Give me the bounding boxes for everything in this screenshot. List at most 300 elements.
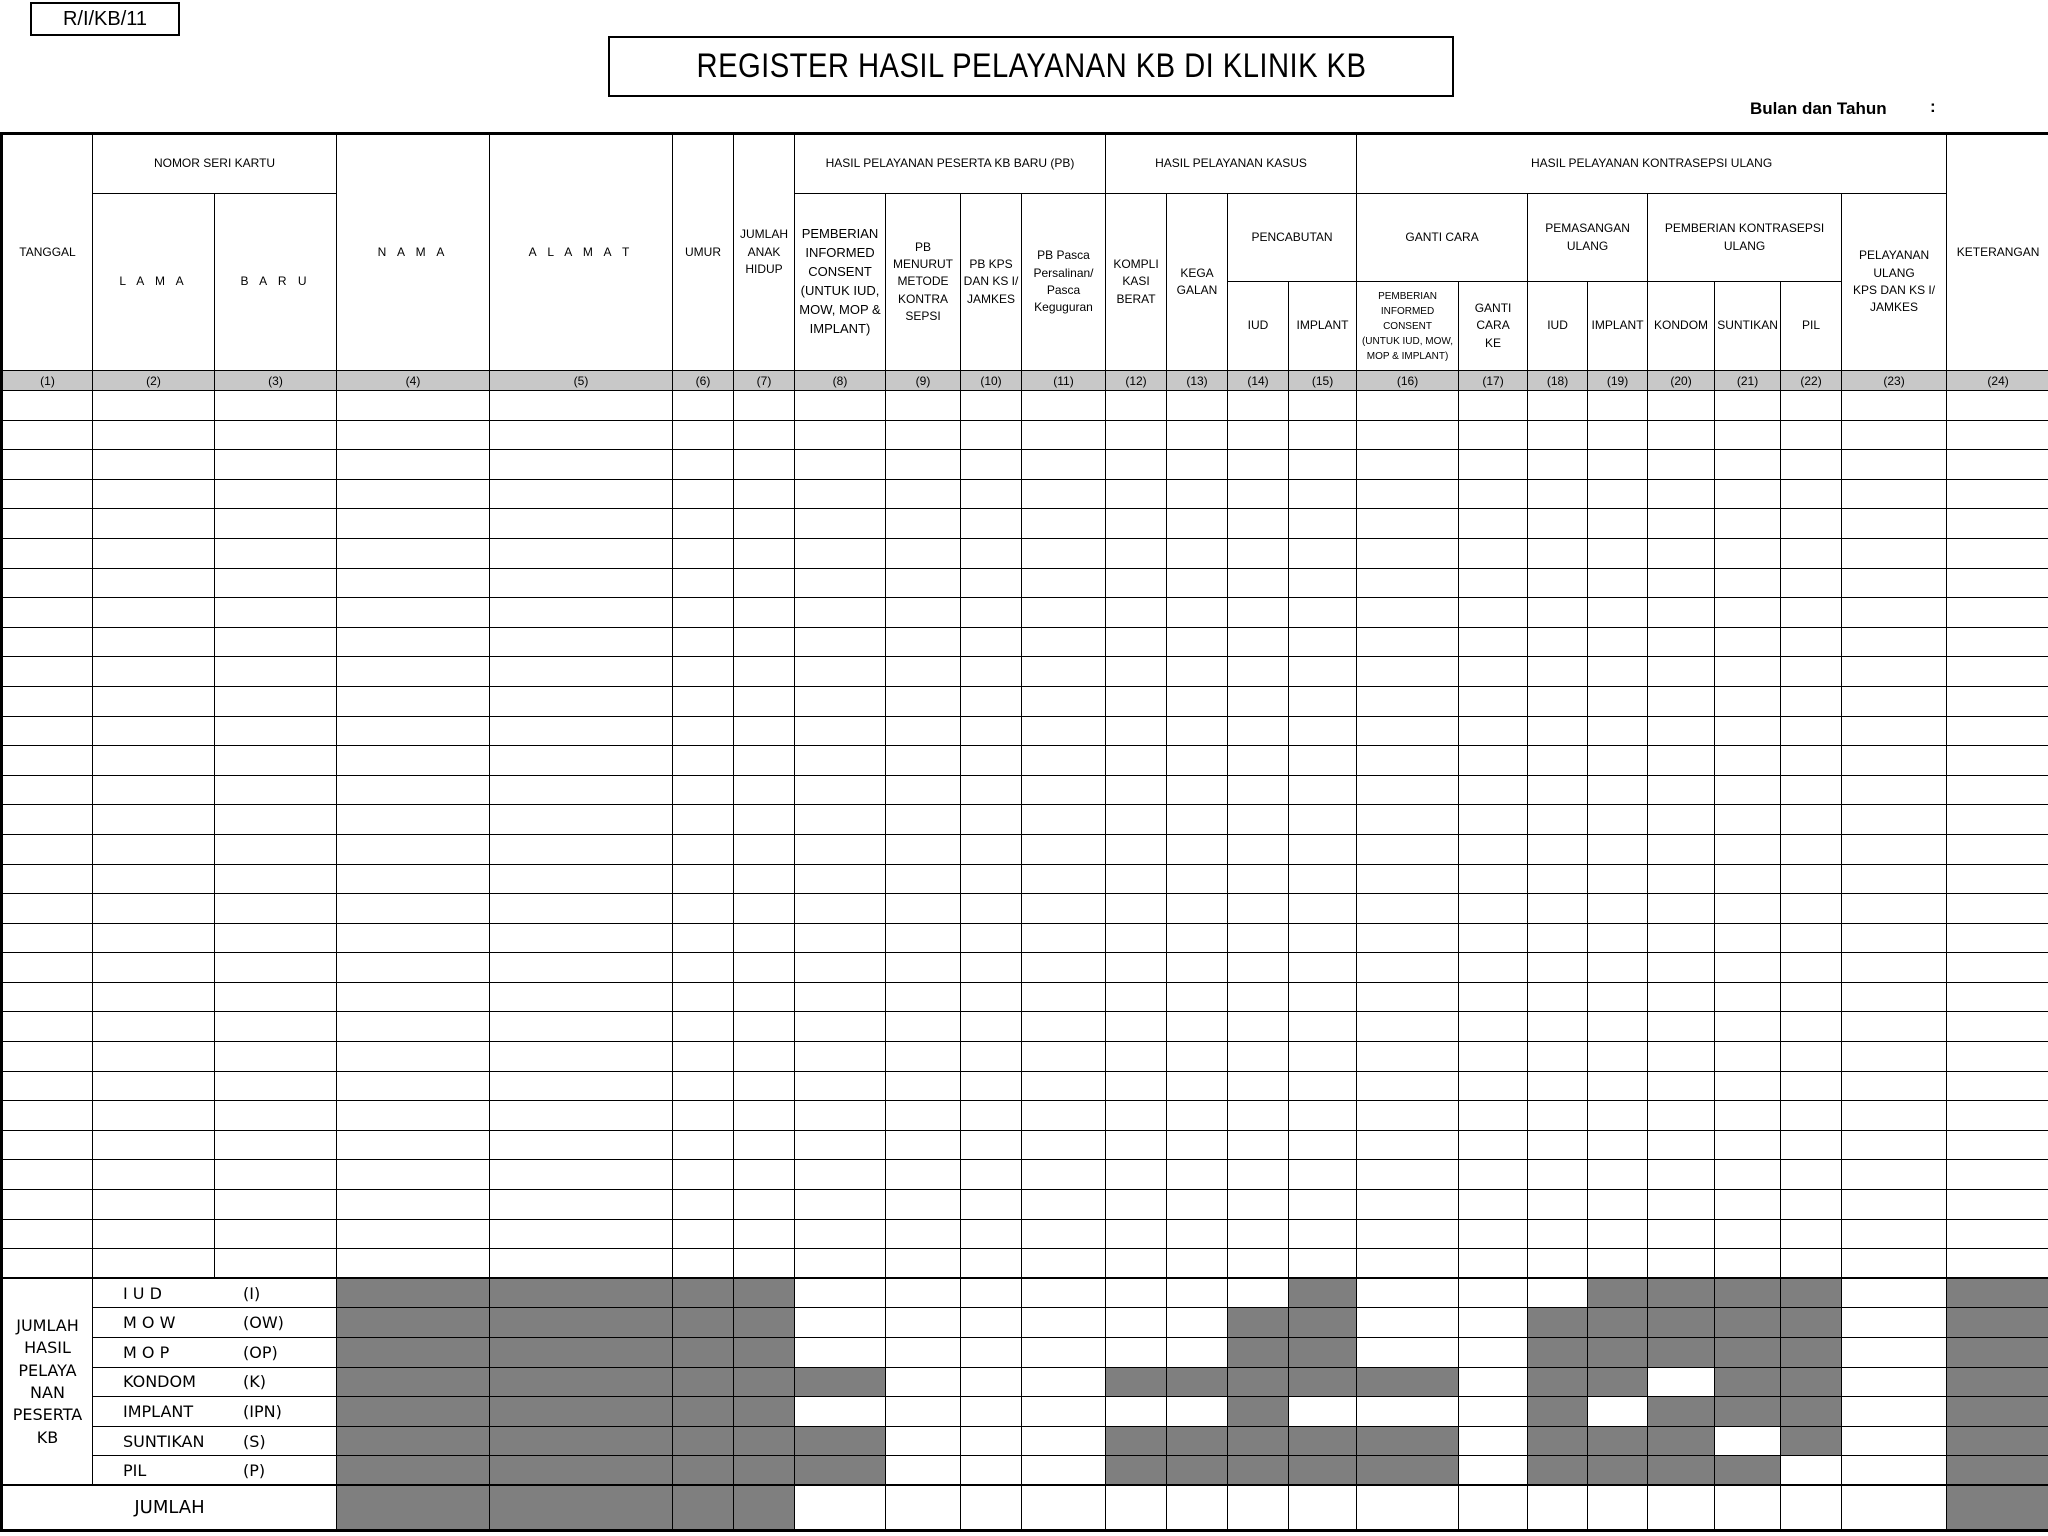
entry-cell[interactable] [1106,686,1167,716]
summary-cell[interactable] [1357,1278,1459,1308]
entry-cell[interactable] [490,450,673,480]
entry-cell[interactable] [490,657,673,687]
entry-cell[interactable] [2,598,93,628]
entry-cell[interactable] [1289,450,1357,480]
entry-cell[interactable] [1781,509,1842,539]
entry-cell[interactable] [961,1101,1022,1131]
entry-cell[interactable] [2,1042,93,1072]
entry-cell[interactable] [1459,1160,1528,1190]
entry-cell[interactable] [1228,1160,1289,1190]
entry-cell[interactable] [1528,805,1588,835]
entry-cell[interactable] [961,775,1022,805]
entry-cell[interactable] [1289,805,1357,835]
entry-cell[interactable] [1459,982,1528,1012]
entry-cell[interactable] [734,746,795,776]
entry-cell[interactable] [795,1012,886,1042]
entry-cell[interactable] [1106,953,1167,983]
entry-cell[interactable] [1947,834,2048,864]
entry-cell[interactable] [1459,1190,1528,1220]
entry-cell[interactable] [1022,894,1106,924]
entry-cell[interactable] [1715,627,1781,657]
entry-cell[interactable] [1947,391,2048,421]
summary-cell[interactable] [961,1308,1022,1338]
entry-cell[interactable] [1357,568,1459,598]
entry-cell[interactable] [215,538,337,568]
entry-cell[interactable] [1842,746,1947,776]
entry-cell[interactable] [1228,1012,1289,1042]
entry-cell[interactable] [93,538,215,568]
entry-cell[interactable] [2,568,93,598]
total-cell[interactable] [1167,1485,1228,1530]
entry-cell[interactable] [886,746,961,776]
entry-cell[interactable] [1842,1249,1947,1279]
entry-cell[interactable] [1459,450,1528,480]
entry-cell[interactable] [490,538,673,568]
entry-cell[interactable] [673,538,734,568]
entry-cell[interactable] [1781,479,1842,509]
entry-cell[interactable] [1022,805,1106,835]
entry-cell[interactable] [1715,775,1781,805]
entry-cell[interactable] [1947,716,2048,746]
entry-cell[interactable] [961,1012,1022,1042]
entry-cell[interactable] [1528,479,1588,509]
entry-cell[interactable] [1947,657,2048,687]
entry-cell[interactable] [1588,923,1648,953]
entry-cell[interactable] [1781,1219,1842,1249]
entry-cell[interactable] [734,982,795,1012]
entry-cell[interactable] [1022,923,1106,953]
entry-cell[interactable] [673,1130,734,1160]
summary-cell[interactable] [1842,1338,1947,1368]
entry-cell[interactable] [1106,391,1167,421]
entry-cell[interactable] [1842,1219,1947,1249]
entry-cell[interactable] [1228,864,1289,894]
entry-cell[interactable] [1228,805,1289,835]
entry-cell[interactable] [1106,864,1167,894]
entry-cell[interactable] [2,479,93,509]
entry-cell[interactable] [490,598,673,628]
total-cell[interactable] [1648,1485,1715,1530]
entry-cell[interactable] [1528,1071,1588,1101]
entry-cell[interactable] [734,1160,795,1190]
entry-cell[interactable] [1781,627,1842,657]
entry-cell[interactable] [1781,1012,1842,1042]
entry-cell[interactable] [1588,834,1648,864]
entry-cell[interactable] [1528,982,1588,1012]
entry-cell[interactable] [1167,805,1228,835]
entry-cell[interactable] [795,538,886,568]
entry-cell[interactable] [734,1219,795,1249]
entry-cell[interactable] [93,834,215,864]
summary-cell[interactable] [1459,1338,1528,1368]
entry-cell[interactable] [1842,953,1947,983]
entry-cell[interactable] [490,1071,673,1101]
entry-cell[interactable] [1167,716,1228,746]
entry-cell[interactable] [795,420,886,450]
entry-cell[interactable] [1588,509,1648,539]
entry-cell[interactable] [215,598,337,628]
entry-cell[interactable] [795,568,886,598]
entry-cell[interactable] [1528,864,1588,894]
entry-cell[interactable] [1715,598,1781,628]
entry-cell[interactable] [1167,864,1228,894]
entry-cell[interactable] [1715,1130,1781,1160]
entry-cell[interactable] [1022,686,1106,716]
total-cell[interactable] [886,1485,961,1530]
summary-cell[interactable] [1842,1426,1947,1456]
entry-cell[interactable] [1106,479,1167,509]
entry-cell[interactable] [795,982,886,1012]
entry-cell[interactable] [1357,1012,1459,1042]
entry-cell[interactable] [1715,1160,1781,1190]
entry-cell[interactable] [1022,746,1106,776]
entry-cell[interactable] [1781,864,1842,894]
entry-cell[interactable] [961,538,1022,568]
entry-cell[interactable] [1715,864,1781,894]
summary-cell[interactable] [961,1426,1022,1456]
entry-cell[interactable] [886,834,961,864]
entry-cell[interactable] [2,657,93,687]
entry-cell[interactable] [337,686,490,716]
entry-cell[interactable] [734,479,795,509]
entry-cell[interactable] [1459,627,1528,657]
entry-cell[interactable] [1715,657,1781,687]
summary-cell[interactable] [1459,1308,1528,1338]
entry-cell[interactable] [1648,1071,1715,1101]
entry-cell[interactable] [1357,1190,1459,1220]
entry-cell[interactable] [1528,538,1588,568]
entry-cell[interactable] [1781,391,1842,421]
entry-cell[interactable] [93,598,215,628]
entry-cell[interactable] [1528,1101,1588,1131]
entry-cell[interactable] [1588,894,1648,924]
entry-cell[interactable] [337,805,490,835]
entry-cell[interactable] [1781,953,1842,983]
entry-cell[interactable] [215,746,337,776]
entry-cell[interactable] [215,716,337,746]
entry-cell[interactable] [1106,1071,1167,1101]
entry-cell[interactable] [1167,509,1228,539]
entry-cell[interactable] [1167,775,1228,805]
entry-cell[interactable] [1022,627,1106,657]
summary-cell[interactable] [1842,1278,1947,1308]
entry-cell[interactable] [2,450,93,480]
summary-cell[interactable] [1022,1397,1106,1427]
entry-cell[interactable] [1842,716,1947,746]
entry-cell[interactable] [215,953,337,983]
entry-cell[interactable] [93,746,215,776]
entry-cell[interactable] [1648,568,1715,598]
summary-cell[interactable] [1167,1278,1228,1308]
entry-cell[interactable] [337,953,490,983]
entry-cell[interactable] [1167,1219,1228,1249]
entry-cell[interactable] [1106,598,1167,628]
entry-cell[interactable] [734,1249,795,1279]
entry-cell[interactable] [1167,923,1228,953]
entry-cell[interactable] [1947,1190,2048,1220]
entry-cell[interactable] [337,1071,490,1101]
summary-cell[interactable] [1842,1367,1947,1397]
entry-cell[interactable] [1459,834,1528,864]
entry-cell[interactable] [1648,894,1715,924]
entry-cell[interactable] [1715,1012,1781,1042]
entry-cell[interactable] [961,1160,1022,1190]
entry-cell[interactable] [1947,1130,2048,1160]
entry-cell[interactable] [795,894,886,924]
entry-cell[interactable] [1781,1190,1842,1220]
summary-cell[interactable] [1459,1426,1528,1456]
entry-cell[interactable] [1648,953,1715,983]
entry-cell[interactable] [1167,598,1228,628]
entry-cell[interactable] [1357,420,1459,450]
entry-cell[interactable] [1648,479,1715,509]
summary-cell[interactable] [1022,1426,1106,1456]
entry-cell[interactable] [961,1071,1022,1101]
entry-cell[interactable] [1106,716,1167,746]
entry-cell[interactable] [337,1190,490,1220]
entry-cell[interactable] [215,864,337,894]
entry-cell[interactable] [886,1160,961,1190]
summary-cell[interactable] [961,1367,1022,1397]
entry-cell[interactable] [490,420,673,450]
entry-cell[interactable] [673,657,734,687]
entry-cell[interactable] [1528,746,1588,776]
entry-cell[interactable] [2,538,93,568]
entry-cell[interactable] [1228,1130,1289,1160]
entry-cell[interactable] [215,627,337,657]
entry-cell[interactable] [734,1071,795,1101]
entry-cell[interactable] [1167,982,1228,1012]
summary-cell[interactable] [1842,1308,1947,1338]
entry-cell[interactable] [1842,1101,1947,1131]
entry-cell[interactable] [961,746,1022,776]
entry-cell[interactable] [215,894,337,924]
summary-cell[interactable] [1459,1397,1528,1427]
entry-cell[interactable] [215,479,337,509]
entry-cell[interactable] [93,657,215,687]
entry-cell[interactable] [1781,450,1842,480]
entry-cell[interactable] [734,538,795,568]
entry-cell[interactable] [961,391,1022,421]
entry-cell[interactable] [1289,627,1357,657]
entry-cell[interactable] [1947,1071,2048,1101]
entry-cell[interactable] [2,716,93,746]
entry-cell[interactable] [1289,657,1357,687]
entry-cell[interactable] [1528,686,1588,716]
entry-cell[interactable] [1357,923,1459,953]
entry-cell[interactable] [961,686,1022,716]
entry-cell[interactable] [490,1130,673,1160]
entry-cell[interactable] [1781,775,1842,805]
entry-cell[interactable] [795,923,886,953]
entry-cell[interactable] [1106,1042,1167,1072]
entry-cell[interactable] [1106,1219,1167,1249]
entry-cell[interactable] [734,420,795,450]
entry-cell[interactable] [1947,598,2048,628]
entry-cell[interactable] [490,1101,673,1131]
entry-cell[interactable] [886,953,961,983]
entry-cell[interactable] [1167,450,1228,480]
entry-cell[interactable] [93,923,215,953]
summary-cell[interactable] [886,1308,961,1338]
entry-cell[interactable] [1715,1042,1781,1072]
entry-cell[interactable] [1022,568,1106,598]
entry-cell[interactable] [1289,864,1357,894]
entry-cell[interactable] [1588,538,1648,568]
entry-cell[interactable] [490,1042,673,1072]
entry-cell[interactable] [961,1219,1022,1249]
entry-cell[interactable] [1715,420,1781,450]
entry-cell[interactable] [1289,1249,1357,1279]
entry-cell[interactable] [734,391,795,421]
entry-cell[interactable] [1715,746,1781,776]
entry-cell[interactable] [1588,1219,1648,1249]
entry-cell[interactable] [886,894,961,924]
entry-cell[interactable] [1357,509,1459,539]
entry-cell[interactable] [1528,598,1588,628]
entry-cell[interactable] [734,1190,795,1220]
entry-cell[interactable] [1528,509,1588,539]
entry-cell[interactable] [795,391,886,421]
entry-cell[interactable] [490,1190,673,1220]
entry-cell[interactable] [1228,1219,1289,1249]
entry-cell[interactable] [2,1160,93,1190]
entry-cell[interactable] [1781,1130,1842,1160]
entry-cell[interactable] [215,1042,337,1072]
entry-cell[interactable] [337,1130,490,1160]
entry-cell[interactable] [215,982,337,1012]
entry-cell[interactable] [1528,1219,1588,1249]
entry-cell[interactable] [490,775,673,805]
entry-cell[interactable] [1459,894,1528,924]
entry-cell[interactable] [1228,420,1289,450]
entry-cell[interactable] [1022,1042,1106,1072]
entry-cell[interactable] [1947,1012,2048,1042]
entry-cell[interactable] [2,746,93,776]
entry-cell[interactable] [1106,1101,1167,1131]
entry-cell[interactable] [2,509,93,539]
entry-cell[interactable] [1588,1012,1648,1042]
entry-cell[interactable] [886,686,961,716]
entry-cell[interactable] [93,1012,215,1042]
entry-cell[interactable] [1781,1101,1842,1131]
entry-cell[interactable] [1947,1219,2048,1249]
entry-cell[interactable] [337,420,490,450]
entry-cell[interactable] [93,1219,215,1249]
summary-cell[interactable] [886,1338,961,1368]
summary-cell[interactable] [1106,1308,1167,1338]
entry-cell[interactable] [734,509,795,539]
entry-cell[interactable] [1228,479,1289,509]
entry-cell[interactable] [1648,716,1715,746]
entry-cell[interactable] [1715,805,1781,835]
entry-cell[interactable] [673,598,734,628]
entry-cell[interactable] [1022,479,1106,509]
entry-cell[interactable] [1528,894,1588,924]
entry-cell[interactable] [1022,775,1106,805]
entry-cell[interactable] [1106,627,1167,657]
entry-cell[interactable] [337,746,490,776]
summary-cell[interactable] [886,1397,961,1427]
summary-cell[interactable] [886,1426,961,1456]
entry-cell[interactable] [2,627,93,657]
entry-cell[interactable] [1167,1249,1228,1279]
entry-cell[interactable] [337,894,490,924]
entry-cell[interactable] [1459,746,1528,776]
entry-cell[interactable] [93,982,215,1012]
entry-cell[interactable] [734,775,795,805]
entry-cell[interactable] [1588,479,1648,509]
summary-cell[interactable] [1289,1397,1357,1427]
entry-cell[interactable] [1228,953,1289,983]
entry-cell[interactable] [886,1190,961,1220]
entry-cell[interactable] [93,1042,215,1072]
entry-cell[interactable] [1106,568,1167,598]
entry-cell[interactable] [1588,686,1648,716]
total-cell[interactable] [961,1485,1022,1530]
entry-cell[interactable] [1648,598,1715,628]
entry-cell[interactable] [2,805,93,835]
entry-cell[interactable] [1022,716,1106,746]
entry-cell[interactable] [1588,982,1648,1012]
entry-cell[interactable] [734,1101,795,1131]
entry-cell[interactable] [1528,1249,1588,1279]
entry-cell[interactable] [795,1130,886,1160]
entry-cell[interactable] [1228,391,1289,421]
entry-cell[interactable] [1357,982,1459,1012]
entry-cell[interactable] [1842,982,1947,1012]
entry-cell[interactable] [215,805,337,835]
entry-cell[interactable] [1842,864,1947,894]
entry-cell[interactable] [1228,686,1289,716]
summary-cell[interactable] [1842,1397,1947,1427]
entry-cell[interactable] [1947,775,2048,805]
summary-cell[interactable] [795,1278,886,1308]
entry-cell[interactable] [961,420,1022,450]
entry-cell[interactable] [1781,568,1842,598]
entry-cell[interactable] [1781,1071,1842,1101]
entry-cell[interactable] [1588,657,1648,687]
entry-cell[interactable] [886,568,961,598]
entry-cell[interactable] [673,716,734,746]
entry-cell[interactable] [1228,894,1289,924]
entry-cell[interactable] [734,686,795,716]
entry-cell[interactable] [1648,1160,1715,1190]
entry-cell[interactable] [1167,1012,1228,1042]
entry-cell[interactable] [961,864,1022,894]
entry-cell[interactable] [1528,1130,1588,1160]
entry-cell[interactable] [2,775,93,805]
entry-cell[interactable] [2,1219,93,1249]
entry-cell[interactable] [1528,1042,1588,1072]
entry-cell[interactable] [734,894,795,924]
entry-cell[interactable] [795,1071,886,1101]
entry-cell[interactable] [2,1071,93,1101]
entry-cell[interactable] [1842,509,1947,539]
entry-cell[interactable] [1228,1071,1289,1101]
entry-cell[interactable] [337,627,490,657]
entry-cell[interactable] [1781,1160,1842,1190]
entry-cell[interactable] [961,953,1022,983]
entry-cell[interactable] [337,1042,490,1072]
entry-cell[interactable] [1648,509,1715,539]
entry-cell[interactable] [1459,923,1528,953]
entry-cell[interactable] [1947,982,2048,1012]
entry-cell[interactable] [1167,1190,1228,1220]
entry-cell[interactable] [1106,420,1167,450]
entry-cell[interactable] [1228,716,1289,746]
entry-cell[interactable] [1947,746,2048,776]
